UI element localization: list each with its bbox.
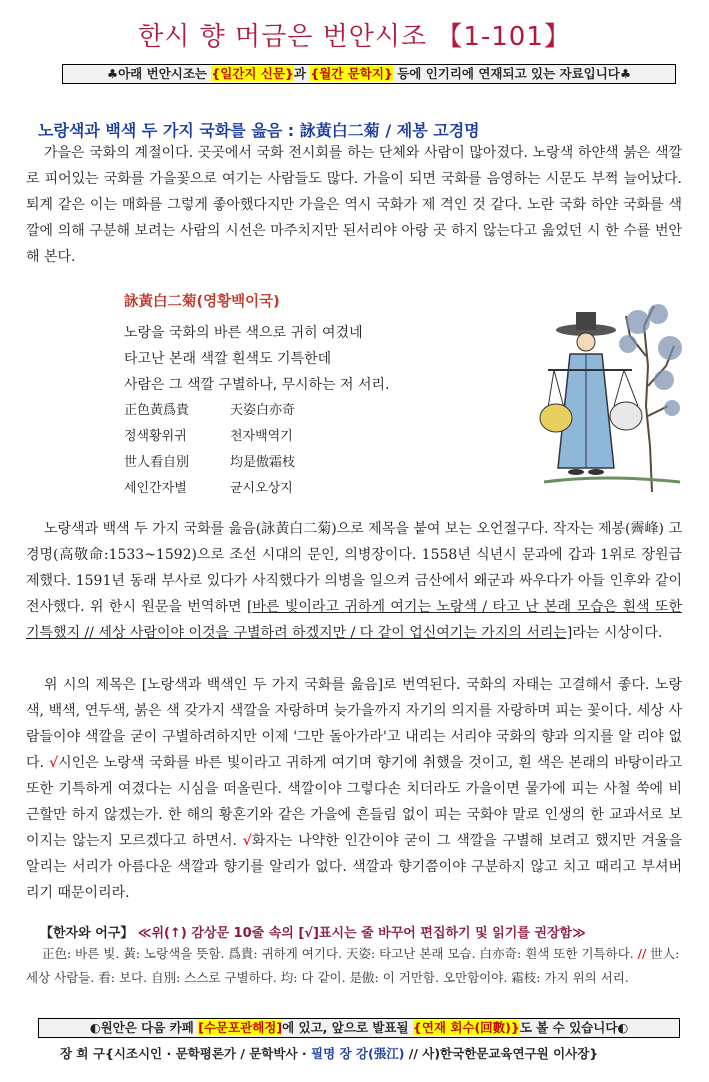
notice-monthly-magazine: {월간 문학지} [310,66,393,81]
vocab-heading: 【한자와 어구】 ≪위(↑) 감상문 10줄 속의 [√]표시는 줄 바꾸어 편집하기 및 읽기를 권장함≫ [40,926,586,941]
series-count: {연재 회수(回數)} [412,1020,520,1035]
hanja-row: 世人看自別 均是傲霜枝 [124,455,296,470]
notice-prefix: ♣아래 번안시조는 [106,66,212,81]
hanja-row: 正色黃爲貴 天姿白亦奇 [124,403,296,418]
notice-daily-newspaper: {일간지 신문} [211,66,294,81]
footer-banner: ◐원안은 다음 카페 [수문포관해정]에 있고, 앞으로 발표될 {연재 회수(回數)}도 볼 수 있습니다◐ [38,1018,680,1038]
poem-line: 노랑을 국화의 바른 색으로 귀히 여겼네 [124,325,363,341]
translation-underlined: [바른 빛이라고 귀하게 여기는 노랑색 / 타고 난 본래 모습은 흰색 또한 기특했지 // 세상 사람이야 이것을 구별하려 하겠지만 / 다 같이 업신여기는 가지의 서리는] [26,599,682,641]
poem-block [124,290,524,502]
notice-mid: 과 [293,66,311,81]
commentary-paragraph-2: 위 시의 제목은 [노랑색과 백색인 두 가지 국화를 읊음]로 번역된다. 국화의 자태는 고결해서 좋다. 노랑색, 백색, 연두색, 붉은 색 갖가지 색깔을 자랑하며 늦가을까지 자기의 의지를 자랑하며 피는 꽃이다. 세상 사람들이야 색깔을 굳이 구별하려하지만 이제 '그만 돌아가라'고 내리는 서리야 국화의 향과 의지를 알 리야 없다. √시인은 노랑색 국화를 바른 빛이라고 귀하게 여기며 향기에 취했을 것이고, 흰 색은 본래의 바탕이라고 또한 기특하게 여겼다는 시심을 떠올린다. 색깔이야 그렇다손 치더라도 가을이면 물가에 피는 사철 쑥에 비근할만 하지 않겠는가. 한 해의 황혼기와 같은 가을에 흔들림 없이 피는 국화야 말로 인생의 한 교과서로 보이지는 않는지 모르겠다고 하면서. √화자는 나약한 인간이야 굳이 그 색깔을 구별해 보려고 했지만 겨울을 알리는 서리가 아름다운 색깔과 향기를 알리가 없다. 색깔과 향기쯤이야 구분하지 않고 치고 때리고 부셔버리기 때문이리라. [26,677,682,901]
notice-suffix: 등에 인기리에 연재되고 있는 자료입니다♣ [392,66,632,81]
poem-line: 사람은 그 색깔 구별하나, 무시하는 저 서리. [124,377,390,393]
cafe-name: [수문포관해정] [198,1020,283,1035]
poem-title: 詠黃白二菊(영황백이국) [124,294,280,310]
author-penname: 필명 장 강(張江) [311,1046,405,1061]
page-title: 한시 향 머금은 번안시조 【1-101】 [138,22,571,52]
commentary-paragraph-1: 노랑색과 백색 두 가지 국화를 읊음(詠黃白二菊)으로 제목을 붙여 보는 오언절구다. 작자는 제봉(霽峰) 고경명(高敬命:1533~1592)으로 조선 시대의 문인, 의병장이다. 1558년 식년시 문과에 갑과 1위로 장원급제했다. 1591년 동래 부사로 있다가 사직했다가 의병을 일으켜 금산에서 왜군과 싸우다가 아들 인후와 같이 전사했다. 위 한시 원문을 번역하면 [바른 빛이라고 귀하게 여기는 노랑색 / 타고 난 본래 모습은 흰색 또한 기특했지 // 세상 사람이야 이것을 구별하려 하겠지만 / 다 같이 업신여기는 가지의 서리는]라는 시상이다. [26,521,682,641]
notice-banner [62,64,676,84]
author-name: 장 희 구 [60,1046,105,1061]
check-mark-icon: √ [242,833,252,849]
check-mark-icon: √ [48,755,59,771]
poem-line: 타고난 본래 색깔 흰색도 기특한데 [124,351,332,367]
hanja-row: 세인간자별 균시오상지 [124,481,293,496]
author-line: 장 희 구{시조시인 · 문학평론가 / 문학박사 · 필명 장 강(張江) // 사)한국한문교육연구원 이사장} [60,1046,599,1061]
vocab-text: 正色: 바른 빛. 黃: 노랑색을 뜻함. 爲貴: 귀하게 여기다. 天姿: 타고난 본래 모습. 白亦奇: 흰색 또한 기특하다. // 世人: 세상 사람들. 看: 보다. 自別: 스스로 구별하다. 均: 다 같이. 是傲: 이 거만함. 오만함이야. 霜枝: 가지 위의 서리. [26,946,680,985]
intro-paragraph: 가을은 국화의 계절이다. 곳곳에서 국화 전시회를 하는 단체와 사람이 많아졌다. 노랑색 하얀색 붉은 색깔로 피어있는 국화를 가을꽃으로 여기는 사람들도 많다. 가을이 되면 국화를 음영하는 시문도 부쩍 늘어났다. 퇴계 같은 이는 매화를 그렇게 좋아했다지만 가을은 역시 국화가 제 격인 것 같다. 노란 국화 하얀 국화를 색깔에 의해 구분해 보려는 사람의 시선은 마주치지만 된서리야 아랑 곳 하지 않는다고 읊었던 시 한 수를 번안해 본다. [26,145,682,265]
hanja-row: 정색황위귀 천자백역기 [124,429,293,444]
section-heading: 노랑색과 백색 두 가지 국화를 읊음 : 詠黃白二菊 / 제봉 고경명 [38,121,480,140]
scholar-illustration [534,296,682,492]
vocab-subheading: ≪위(↑) 감상문 10줄 속의 [√]표시는 줄 바꾸어 편집하기 및 읽기를 권장함≫ [137,926,586,941]
